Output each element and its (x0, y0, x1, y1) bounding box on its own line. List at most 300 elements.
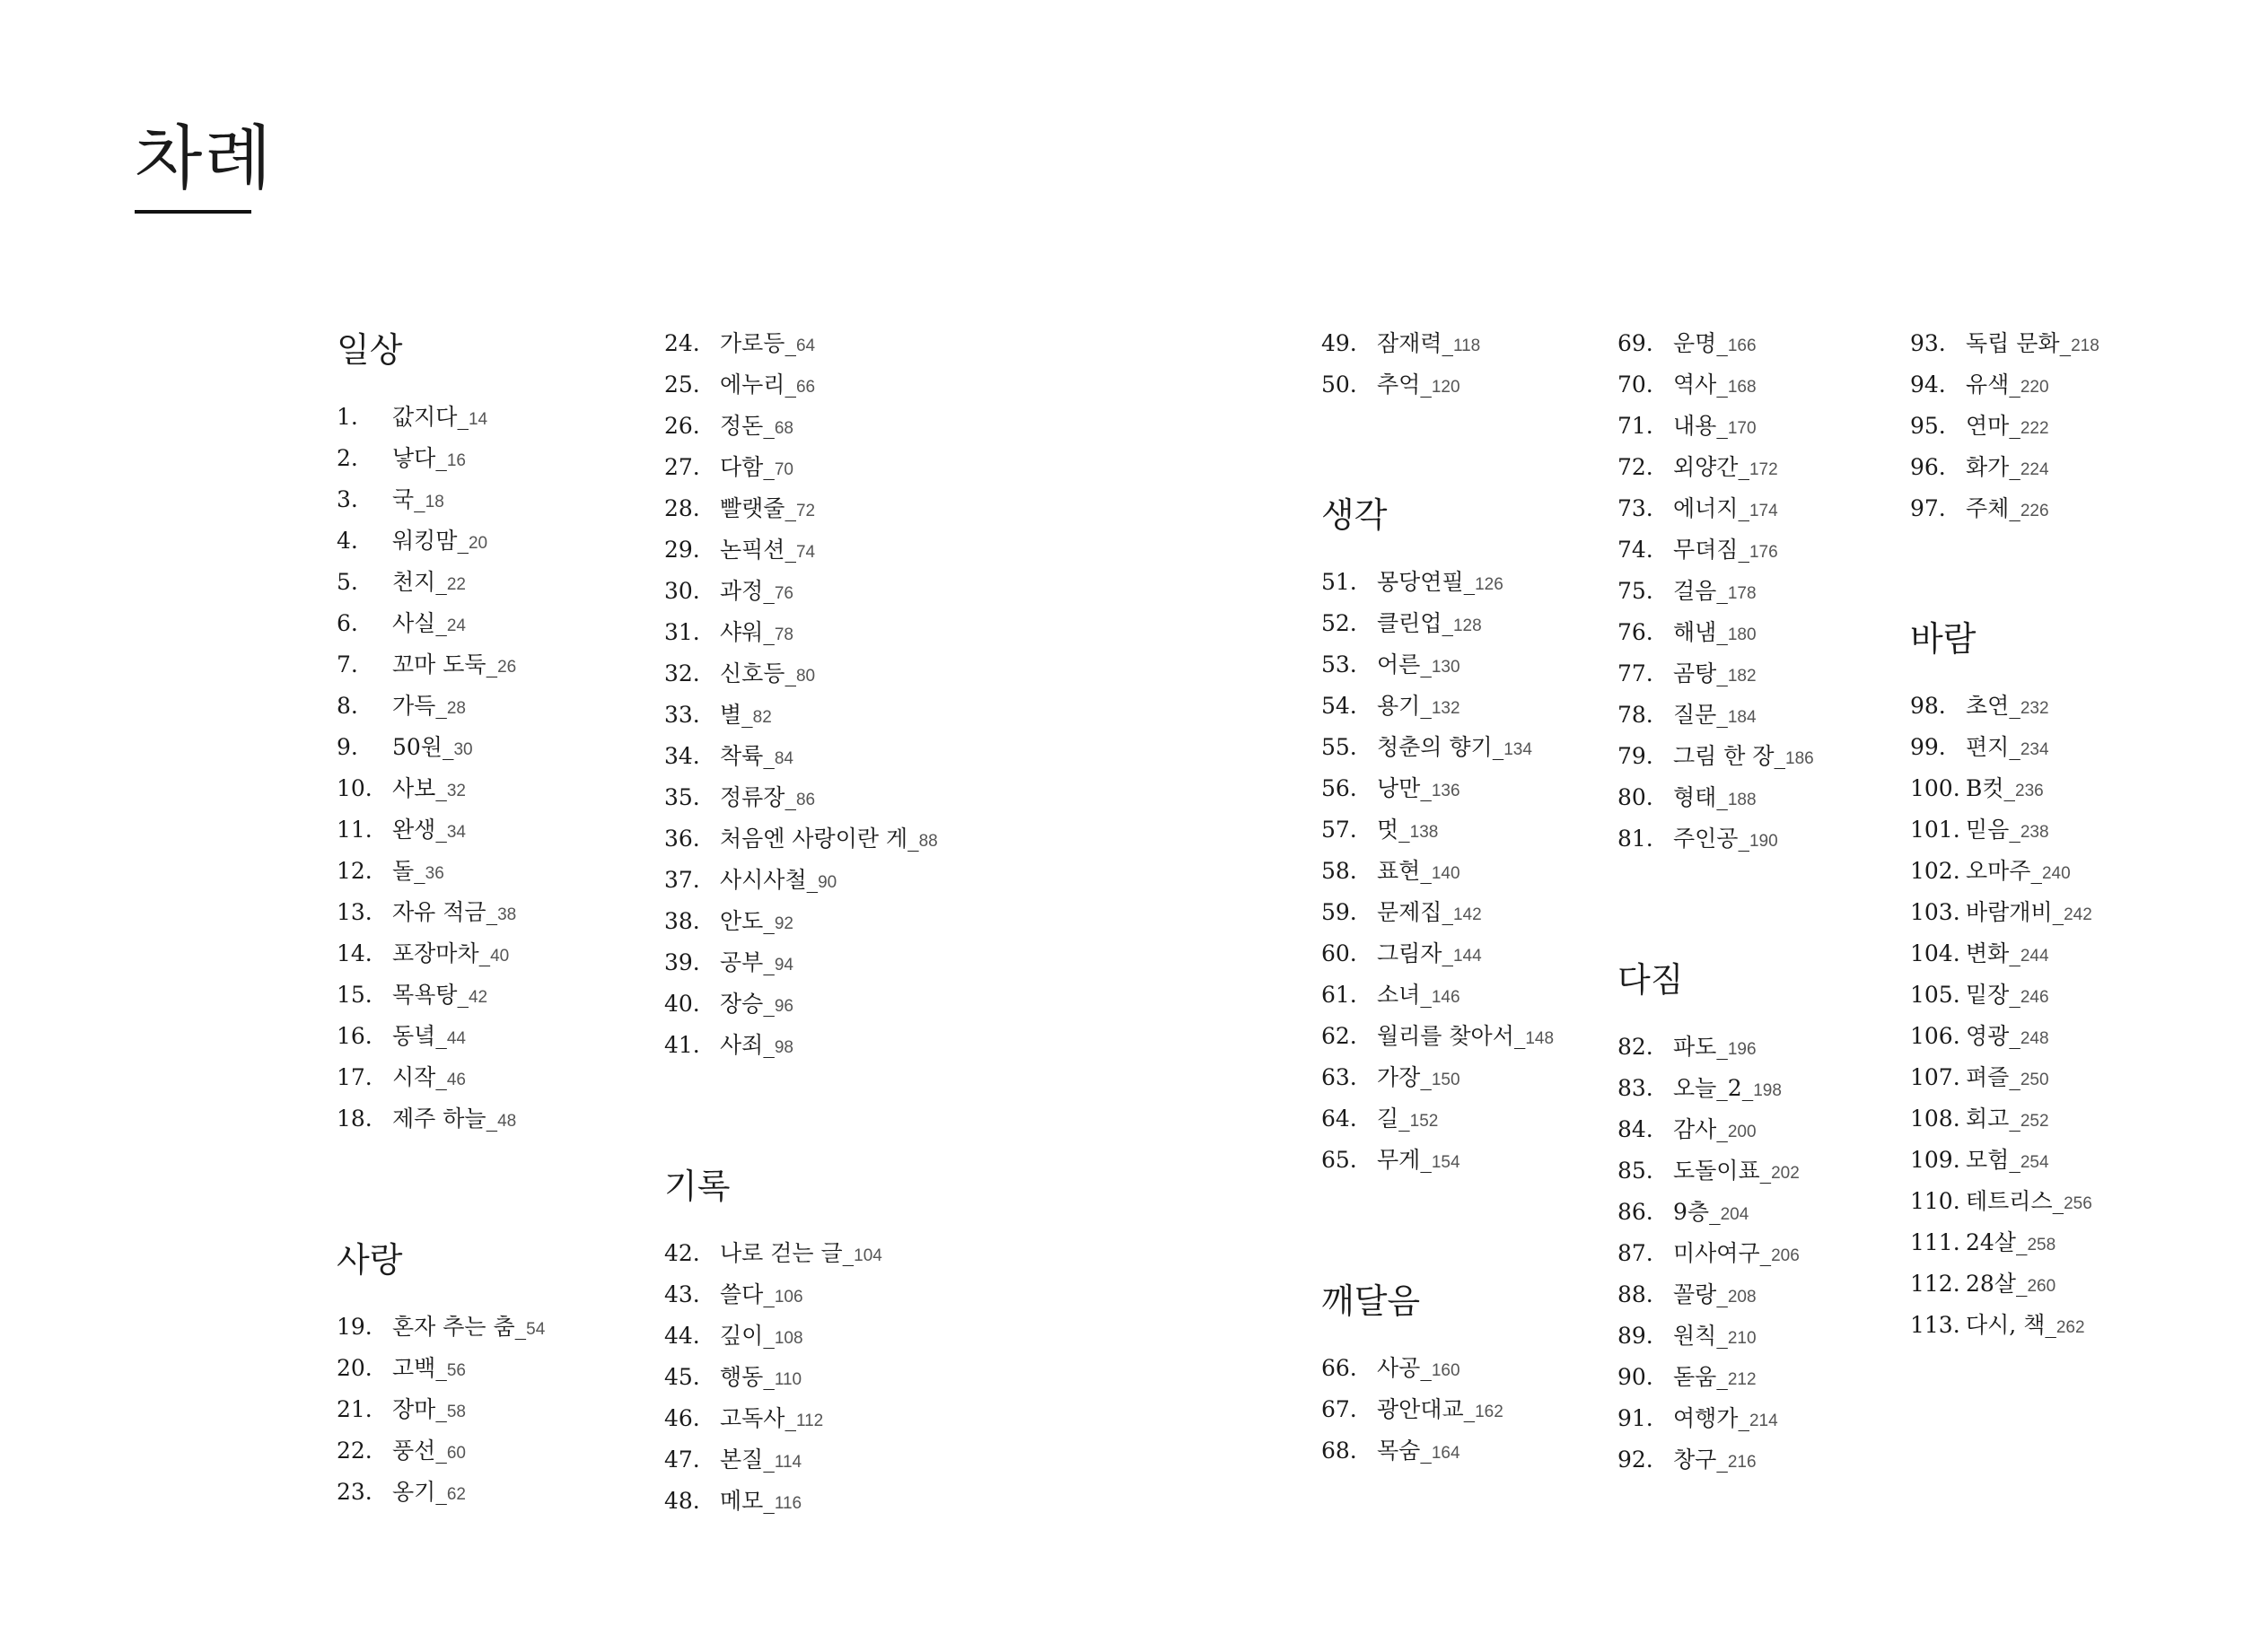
entry-page-number: 126 (1475, 575, 1503, 594)
toc-entry[interactable] (1910, 1181, 2206, 1222)
entry-page-number: 94 (774, 956, 793, 975)
toc-entry[interactable] (1617, 736, 1914, 777)
entry-separator: _ (1398, 1106, 1410, 1132)
entry-separator: _ (1420, 1438, 1432, 1464)
entry-separator: _ (763, 413, 775, 439)
toc-entry[interactable] (1910, 1305, 2206, 1346)
toc-entry[interactable] (1910, 323, 2206, 364)
toc-entry[interactable] (337, 603, 633, 644)
toc-entry[interactable] (1617, 529, 1914, 571)
entry-separator: _ (442, 734, 454, 760)
entry-title: 월리를 찾아서 (1377, 1023, 1514, 1049)
entry-number: 49. (1321, 330, 1357, 356)
entry-number: 53. (1321, 651, 1357, 677)
toc-entry[interactable] (337, 479, 633, 520)
entry-page-number: 206 (1771, 1246, 1800, 1265)
section-gap (337, 1140, 633, 1233)
entry-page-number: 180 (1727, 625, 1757, 644)
entry-page-number: 22 (446, 575, 466, 594)
entry-separator: _ (2009, 817, 2020, 843)
entry-page-number: 16 (446, 451, 466, 470)
toc-entry[interactable] (1910, 975, 2206, 1016)
entry-number: 26. (664, 413, 700, 439)
toc-entry[interactable] (337, 933, 633, 975)
toc-entry[interactable] (1910, 1098, 2206, 1140)
toc-entry[interactable] (1321, 933, 1617, 975)
entry-separator: _ (2052, 1188, 2064, 1214)
entry-title: 풍선 (392, 1438, 436, 1464)
toc-entry[interactable] (664, 1274, 960, 1315)
entry-title: 착륙 (720, 743, 764, 769)
entry-page-number: 116 (774, 1494, 802, 1513)
entry-separator: _ (435, 693, 447, 719)
toc-entry[interactable] (1910, 933, 2206, 975)
toc-entry[interactable] (1321, 1098, 1617, 1140)
entry-page-number: 70 (774, 460, 793, 479)
toc-entry[interactable] (664, 1398, 960, 1439)
entry-title: 질문 (1673, 702, 1717, 728)
entry-number: 51. (1321, 569, 1357, 595)
entry-separator: _ (2009, 413, 2020, 439)
toc-entry[interactable] (1321, 809, 1617, 851)
toc-entry[interactable] (337, 644, 633, 686)
entry-separator: _ (842, 1240, 855, 1266)
toc-entry[interactable] (1321, 1140, 1617, 1181)
entry-number: 71. (1617, 413, 1653, 439)
entry-separator: _ (1398, 817, 1410, 843)
toc-entry[interactable] (1617, 323, 1914, 364)
entry-title: 깊이 (720, 1323, 764, 1349)
toc-entry[interactable] (1617, 1398, 1914, 1439)
entry-title: 시작 (392, 1064, 436, 1090)
toc-entry[interactable] (1617, 818, 1914, 860)
entry-title: 독립 문화 (1966, 330, 2060, 356)
toc-entry[interactable] (337, 1348, 633, 1389)
entry-title: 편지 (1966, 734, 2010, 760)
toc-entry[interactable] (664, 1233, 960, 1274)
entry-separator: _ (2015, 1271, 2028, 1297)
toc-entry[interactable] (664, 818, 960, 860)
toc-entry[interactable] (664, 653, 960, 695)
entry-page-number: 32 (446, 782, 466, 800)
entry-separator: _ (763, 1281, 775, 1307)
toc-entry[interactable] (1617, 1439, 1914, 1481)
entry-title: 바람개비 (1966, 899, 2053, 925)
toc-entry[interactable] (337, 1430, 633, 1472)
toc-entry[interactable] (337, 1016, 633, 1057)
toc-entry[interactable] (337, 727, 633, 768)
toc-entry[interactable] (1321, 686, 1617, 727)
entry-title: 멋 (1377, 817, 1399, 843)
entry-page-number: 226 (2020, 502, 2049, 520)
toc-entry[interactable] (1910, 686, 2206, 727)
toc-entry[interactable] (1910, 768, 2206, 809)
entry-number: 88. (1617, 1281, 1653, 1307)
toc-entry[interactable] (1617, 406, 1914, 447)
entry-separator: _ (806, 867, 819, 893)
toc-entry[interactable] (1321, 892, 1617, 933)
toc-entry[interactable] (664, 323, 960, 364)
entry-title: 무게 (1377, 1147, 1421, 1173)
entry-page-number: 254 (2020, 1153, 2049, 1172)
entry-separator: _ (457, 528, 469, 554)
toc-entry[interactable] (664, 1439, 960, 1481)
entry-separator: _ (1420, 1355, 1432, 1381)
entry-title: B컷 (1966, 775, 2004, 801)
toc-entry[interactable] (337, 1307, 633, 1348)
entry-number: 37. (664, 867, 700, 893)
entry-page-number: 142 (1452, 905, 1482, 924)
entry-separator: _ (486, 1106, 498, 1132)
entry-separator: _ (1716, 619, 1728, 645)
entry-page-number: 186 (1785, 749, 1814, 768)
entry-separator: _ (2009, 1147, 2020, 1173)
entry-page-number: 190 (1749, 832, 1778, 851)
entry-separator: _ (414, 486, 425, 512)
toc-entry[interactable] (664, 406, 960, 447)
toc-entry[interactable] (1321, 768, 1617, 809)
entry-title: 용기 (1377, 693, 1421, 719)
entry-page-number: 98 (774, 1038, 793, 1057)
toc-entry[interactable] (337, 438, 633, 479)
toc-entry[interactable] (337, 809, 633, 851)
section-gap (1910, 529, 2206, 612)
entry-separator: _ (763, 949, 775, 975)
entry-title: 사공 (1377, 1355, 1421, 1381)
toc-entry[interactable] (1321, 1016, 1617, 1057)
toc-column-3 (1321, 323, 1617, 1472)
entry-number: 85. (1617, 1158, 1653, 1184)
toc-entry[interactable] (664, 571, 960, 612)
entry-number: 101. (1910, 817, 1960, 843)
entry-number: 50. (1321, 371, 1357, 398)
entry-separator: _ (763, 1032, 775, 1058)
entry-number: 104. (1910, 940, 1960, 966)
entry-title: 길 (1377, 1106, 1399, 1132)
entry-title: 빨랫줄 (720, 495, 785, 521)
entry-number: 11. (337, 817, 373, 843)
entry-page-number: 222 (2020, 419, 2049, 438)
entry-separator: _ (435, 569, 447, 595)
entry-separator: _ (2052, 899, 2064, 925)
toc-entry[interactable] (1321, 851, 1617, 892)
toc-entry[interactable] (1617, 1233, 1914, 1274)
entry-separator: _ (763, 908, 775, 934)
entry-number: 34. (664, 743, 700, 769)
entry-number: 76. (1617, 619, 1653, 645)
entry-title: 추억 (1377, 371, 1421, 398)
toc-entry[interactable] (1910, 892, 2206, 933)
toc-entry[interactable] (664, 529, 960, 571)
entry-title: 다함 (720, 454, 764, 480)
entry-separator: _ (435, 610, 447, 636)
entry-separator: _ (785, 537, 796, 563)
entry-page-number: 214 (1749, 1412, 1778, 1430)
entry-title: 장승 (720, 991, 764, 1017)
entry-title: 메모 (720, 1488, 764, 1514)
entry-number: 73. (1617, 495, 1653, 521)
entry-number: 16. (337, 1023, 373, 1049)
toc-entry[interactable] (1910, 851, 2206, 892)
entry-page-number: 30 (453, 740, 473, 759)
entry-separator: _ (763, 991, 775, 1017)
toc-entry[interactable] (1617, 1150, 1914, 1192)
entry-number: 32. (664, 660, 700, 686)
toc-entry[interactable] (664, 983, 960, 1025)
entry-title: 과정 (720, 578, 764, 604)
entry-separator: _ (1759, 1158, 1772, 1184)
entry-page-number: 198 (1753, 1081, 1782, 1100)
entry-separator: _ (435, 1064, 447, 1090)
entry-title: 자유 적금 (392, 899, 486, 925)
entry-number: 102. (1910, 858, 1960, 884)
toc-entry[interactable] (1910, 447, 2206, 488)
toc-entry[interactable] (1321, 727, 1617, 768)
entry-title: 정돈 (720, 413, 764, 439)
toc-entry[interactable] (664, 1315, 960, 1357)
toc-entry[interactable] (1321, 644, 1617, 686)
toc-entry[interactable] (1617, 653, 1914, 695)
entry-page-number: 96 (774, 997, 793, 1016)
toc-entry[interactable] (1910, 406, 2206, 447)
toc-entry[interactable] (1910, 488, 2206, 529)
toc-entry[interactable] (664, 612, 960, 653)
toc-entry[interactable] (1617, 1068, 1914, 1109)
entry-title: 돋움 (1673, 1364, 1717, 1390)
toc-entry[interactable] (1617, 1109, 1914, 1150)
entry-separator: _ (514, 1314, 527, 1340)
entry-page-number: 24 (446, 616, 466, 635)
toc-entry[interactable] (1321, 1057, 1617, 1098)
entry-title: 정류장 (720, 784, 785, 810)
toc-entry[interactable] (1617, 695, 1914, 736)
toc-list-saenggak (1321, 562, 1617, 1181)
toc-entry[interactable] (1617, 1027, 1914, 1068)
toc-entry[interactable] (1910, 1016, 2206, 1057)
entry-title: 고백 (392, 1355, 436, 1381)
entry-page-number: 60 (446, 1444, 466, 1463)
toc-entry[interactable] (1617, 1315, 1914, 1357)
entry-number: 5. (337, 569, 358, 595)
entry-number: 66. (1321, 1355, 1357, 1381)
entry-page-number: 140 (1431, 864, 1460, 883)
toc-list-sarang (337, 1307, 633, 1513)
entry-page-number: 166 (1727, 337, 1757, 355)
entry-title: 논픽션 (720, 537, 785, 563)
entry-separator: _ (1420, 982, 1432, 1008)
entry-page-number: 14 (468, 410, 488, 429)
toc-entry[interactable] (664, 777, 960, 818)
entry-page-number: 244 (2020, 947, 2049, 966)
entry-separator: _ (763, 1488, 775, 1514)
entry-page-number: 144 (1452, 947, 1482, 966)
toc-entry[interactable] (664, 942, 960, 983)
toc-entry[interactable] (664, 447, 960, 488)
entry-separator: _ (1420, 1064, 1432, 1090)
entry-title: 사보 (392, 775, 436, 801)
entry-number: 96. (1910, 454, 1946, 480)
entry-title: 형태 (1673, 784, 1717, 810)
entry-page-number: 134 (1503, 740, 1532, 759)
toc-entry[interactable] (337, 520, 633, 562)
entry-number: 113. (1910, 1312, 1960, 1338)
entry-number: 90. (1617, 1364, 1653, 1390)
entry-number: 36. (664, 826, 700, 852)
entry-page-number: 90 (818, 873, 837, 892)
toc-entry[interactable] (1321, 1348, 1617, 1389)
entry-number: 77. (1617, 660, 1653, 686)
entry-separator: _ (1463, 1396, 1476, 1422)
entry-title: 광안대교 (1377, 1396, 1464, 1422)
toc-entry[interactable] (337, 562, 633, 603)
entry-number: 22. (337, 1438, 373, 1464)
entry-number: 69. (1617, 330, 1653, 356)
entry-title: 워킹맘 (392, 528, 458, 554)
entry-separator: _ (435, 1023, 447, 1049)
entry-title: 다시, 책 (1966, 1312, 2046, 1338)
toc-entry[interactable] (664, 901, 960, 942)
entry-page-number: 84 (774, 749, 793, 768)
entry-title: 가로등 (720, 330, 785, 356)
entry-separator: _ (2015, 1229, 2028, 1255)
toc-entry[interactable] (337, 1472, 633, 1513)
entry-separator: _ (1420, 775, 1432, 801)
toc-entry[interactable] (337, 397, 633, 438)
entry-page-number: 110 (774, 1370, 802, 1389)
entry-number: 108. (1910, 1106, 1960, 1132)
toc-entry[interactable] (1910, 809, 2206, 851)
entry-title: 돌 (392, 858, 415, 884)
entry-number: 67. (1321, 1396, 1357, 1422)
toc-entry[interactable] (1617, 364, 1914, 406)
toc-entry[interactable] (1910, 727, 2206, 768)
entry-separator: _ (1513, 1023, 1526, 1049)
toc-list-ilsang (664, 323, 960, 1066)
toc-entry[interactable] (1617, 1357, 1914, 1398)
entry-title: 고독사 (720, 1405, 785, 1431)
toc-column-1 (337, 323, 633, 1513)
entry-title: 처음엔 사랑이란 게 (720, 826, 908, 852)
entry-number: 23. (337, 1479, 373, 1505)
entry-number: 52. (1321, 610, 1357, 636)
entry-separator: _ (435, 1479, 447, 1505)
entry-number: 95. (1910, 413, 1946, 439)
toc-entry[interactable] (664, 695, 960, 736)
toc-entry[interactable] (1617, 612, 1914, 653)
toc-entry[interactable] (1617, 777, 1914, 818)
toc-entry[interactable] (337, 1389, 633, 1430)
entry-separator: _ (1442, 899, 1453, 925)
entry-number: 10. (337, 775, 373, 801)
toc-entry[interactable] (1321, 562, 1617, 603)
toc-entry[interactable] (664, 1025, 960, 1066)
toc-entry[interactable] (664, 364, 960, 406)
toc-entry[interactable] (664, 1481, 960, 1522)
entry-page-number: 178 (1727, 584, 1757, 603)
toc-entry[interactable] (664, 860, 960, 901)
toc-entry[interactable] (1321, 1430, 1617, 1472)
entry-separator: _ (1716, 1281, 1728, 1307)
entry-title: 그림자 (1377, 940, 1442, 966)
toc-entry[interactable] (1321, 364, 1617, 406)
entry-number: 112. (1910, 1271, 1960, 1297)
toc-entry[interactable] (664, 1357, 960, 1398)
toc-entry[interactable] (337, 975, 633, 1016)
toc-entry[interactable] (1321, 975, 1617, 1016)
entry-title: 클린업 (1377, 610, 1442, 636)
entry-number: 25. (664, 371, 700, 398)
toc-entry[interactable] (1910, 1057, 2206, 1098)
entry-page-number: 40 (490, 947, 510, 966)
toc-entry[interactable] (664, 488, 960, 529)
entry-title: 여행가 (1673, 1405, 1739, 1431)
entry-title: 샤워 (720, 619, 764, 645)
entry-number: 94. (1910, 371, 1946, 398)
toc-entry[interactable] (1910, 364, 2206, 406)
toc-entry[interactable] (337, 851, 633, 892)
toc-entry[interactable] (1617, 447, 1914, 488)
toc-list-dajim (1910, 323, 2206, 529)
toc-list-girok (664, 1233, 960, 1522)
entry-number: 56. (1321, 775, 1357, 801)
toc-entry[interactable] (1617, 571, 1914, 612)
entry-title: 청춘의 향기 (1377, 734, 1493, 760)
entry-separator: _ (2009, 1064, 2020, 1090)
entry-number: 12. (337, 858, 373, 884)
entry-number: 62. (1321, 1023, 1357, 1049)
toc-entry[interactable] (337, 1098, 633, 1140)
toc-entry[interactable] (1617, 1192, 1914, 1233)
toc-entry[interactable] (337, 1057, 633, 1098)
entry-title: 오마주 (1966, 858, 2031, 884)
entry-page-number: 130 (1431, 658, 1460, 677)
entry-title: 소녀 (1377, 982, 1421, 1008)
entry-number: 109. (1910, 1147, 1960, 1173)
entry-separator: _ (763, 454, 775, 480)
entry-title: 사시사철 (720, 867, 807, 893)
toc-entry[interactable] (1617, 1274, 1914, 1315)
toc-entry[interactable] (1910, 1222, 2206, 1263)
entry-separator: _ (1716, 1323, 1728, 1349)
entry-number: 59. (1321, 899, 1357, 925)
entry-title: 연마 (1966, 413, 2010, 439)
entry-number: 99. (1910, 734, 1946, 760)
toc-entry[interactable] (664, 736, 960, 777)
entry-page-number: 66 (795, 378, 816, 397)
toc-entry[interactable] (1617, 488, 1914, 529)
toc-entry[interactable] (1910, 1263, 2206, 1305)
toc-entry[interactable] (1321, 323, 1617, 364)
entry-title: 목숨 (1377, 1438, 1421, 1464)
entry-separator: _ (785, 495, 796, 521)
toc-entry[interactable] (337, 686, 633, 727)
section-heading-baram: 바람 (1910, 619, 1977, 659)
entry-title: 신호등 (720, 660, 785, 686)
toc-entry[interactable] (337, 768, 633, 809)
entry-number: 39. (664, 949, 700, 975)
toc-entry[interactable] (1321, 603, 1617, 644)
entry-number: 63. (1321, 1064, 1357, 1090)
toc-entry[interactable] (1321, 1389, 1617, 1430)
toc-entry[interactable] (337, 892, 633, 933)
entry-separator: _ (1420, 858, 1432, 884)
entry-title: 잠재력 (1377, 330, 1442, 356)
entry-page-number: 160 (1431, 1361, 1460, 1380)
toc-entry[interactable] (1910, 1140, 2206, 1181)
entry-title: 역사 (1673, 371, 1717, 398)
entry-separator: _ (1738, 495, 1749, 521)
entry-title: 영광 (1966, 1023, 2010, 1049)
